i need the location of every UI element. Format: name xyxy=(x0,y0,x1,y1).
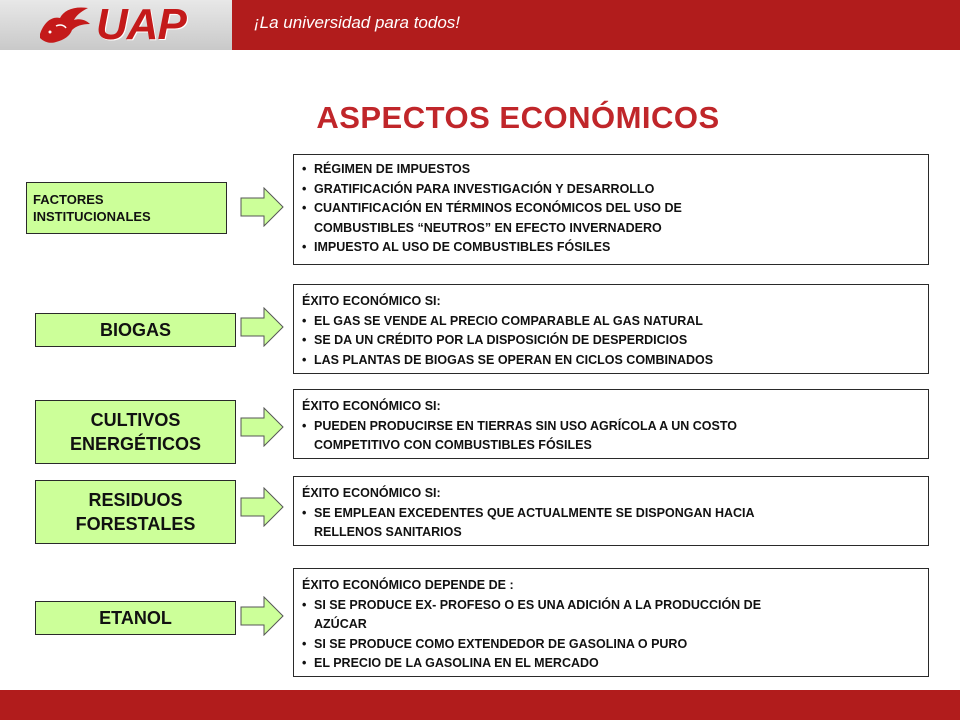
label-text: ETANOL xyxy=(99,608,172,628)
bullet-list xyxy=(302,596,920,674)
list-item: • LAS PLANTAS DE BIOGAS SE OPERAN EN CICLOS COMBINADOS xyxy=(302,351,920,371)
list-item: • EL GAS SE VENDE AL PRECIO COMPARABLE AL GAS NATURAL xyxy=(302,312,920,332)
arrow-right-icon xyxy=(240,407,284,447)
list-item: • SI SE PRODUCE EX- PROFESO O ES UNA ADICIÓN A LA PRODUCCIÓN DE AZÚCAR xyxy=(302,596,920,635)
box-intro: ÉXITO ECONÓMICO SI: xyxy=(302,399,441,413)
label-text: FACTORES INSTITUCIONALES xyxy=(33,192,151,224)
arrow-right-icon xyxy=(240,596,284,636)
box-intro: ÉXITO ECONÓMICO SI: xyxy=(302,294,441,308)
label-text: CULTIVOS ENERGÉTICOS xyxy=(69,410,202,454)
list-item: • SI SE PRODUCE COMO EXTENDEDOR DE GASOLINA O PURO xyxy=(302,635,920,655)
logo[interactable] xyxy=(0,0,232,50)
content-box-cultivos xyxy=(293,389,929,459)
content-box-biogas xyxy=(293,284,929,374)
box-intro: ÉXITO ECONÓMICO DEPENDE DE : xyxy=(302,578,514,592)
list-item: • EL PRECIO DE LA GASOLINA EN EL MERCADO xyxy=(302,654,920,674)
label-text: RESIDUOS FORESTALES xyxy=(75,490,196,534)
logo-text: UAP xyxy=(96,0,186,49)
list-item: • IMPUESTO AL USO DE COMBUSTIBLES FÓSILES xyxy=(302,238,920,258)
bullet-list xyxy=(302,312,920,371)
list-item: • PUEDEN PRODUCIRSE EN TIERRAS SIN USO AGRÍCOLA A UN COSTO COMPETITIVO CON COMBUSTIBLES FÓSILES xyxy=(302,417,920,456)
arrow-right-icon xyxy=(240,187,284,227)
label-residuos-forestales xyxy=(35,480,236,544)
list-item: • RÉGIMEN DE IMPUESTOS xyxy=(302,160,920,180)
header-bar xyxy=(0,0,960,50)
label-factores-institucionales xyxy=(26,182,227,234)
bullet-list xyxy=(302,160,920,258)
tagline: ¡La universidad para todos! xyxy=(254,13,461,32)
list-item: • SE EMPLEAN EXCEDENTES QUE ACTUALMENTE SE DISPONGAN HACIA RELLENOS SANITARIOS xyxy=(302,504,920,543)
footer-bar xyxy=(0,690,960,720)
content-box-etanol xyxy=(293,568,929,677)
list-item: • CUANTIFICACIÓN EN TÉRMINOS ECONÓMICOS DEL USO DE COMBUSTIBLES “NEUTROS” EN EFECTO INVERNADERO xyxy=(302,199,920,238)
label-text: BIOGAS xyxy=(99,320,171,340)
page-title: ASPECTOS ECONÓMICOS xyxy=(316,100,720,135)
bullet-list xyxy=(302,504,920,543)
pegasus-icon xyxy=(34,4,94,46)
bullet-list xyxy=(302,417,920,456)
arrow-right-icon xyxy=(240,487,284,527)
box-intro: ÉXITO ECONÓMICO SI: xyxy=(302,486,441,500)
label-etanol xyxy=(35,601,236,635)
content-box-factores xyxy=(293,154,929,265)
label-cultivos-energeticos xyxy=(35,400,236,464)
list-item: • GRATIFICACIÓN PARA INVESTIGACIÓN Y DESARROLLO xyxy=(302,180,920,200)
content-box-residuos xyxy=(293,476,929,546)
arrow-right-icon xyxy=(240,307,284,347)
list-item: • SE DA UN CRÉDITO POR LA DISPOSICIÓN DE DESPERDICIOS xyxy=(302,331,920,351)
label-biogas xyxy=(35,313,236,347)
